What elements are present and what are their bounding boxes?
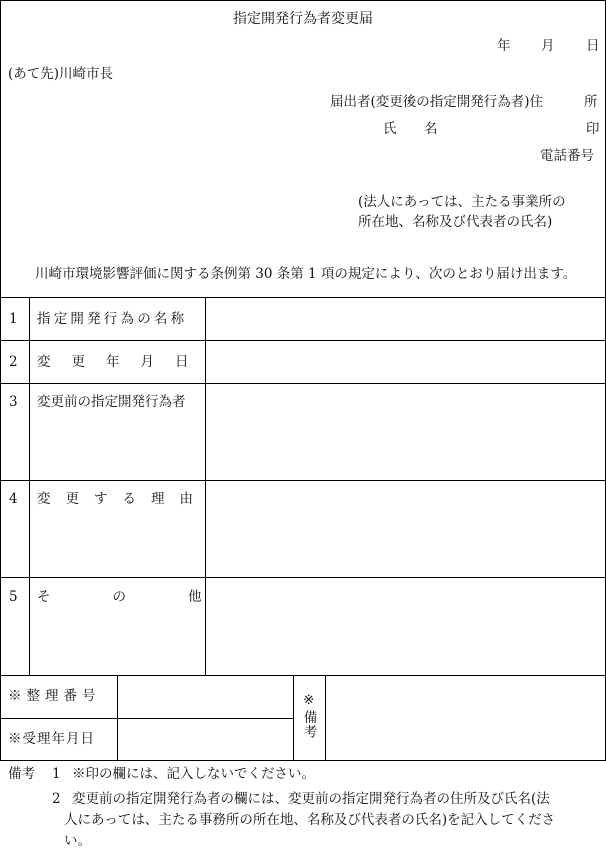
received-date-label: ※受理年月日 (8, 731, 95, 747)
note-1-text: ※印の欄には、記入しないでください。 (72, 766, 315, 782)
row-label-text: 指定開発行為の名称 (37, 311, 188, 327)
remarks-field (326, 676, 604, 760)
date-year: 年 (497, 38, 511, 54)
name-char-1: 氏 (383, 121, 397, 137)
seal-mark: 印 (586, 121, 600, 137)
address-char: 所 (584, 94, 598, 110)
form-title: 指定開発行為者変更届 (233, 11, 373, 27)
note-2-line-1: 変更前の指定開発行為者の欄には、変更前の指定開発行為者の住所及び氏名(法 (72, 791, 550, 807)
phone-label: 電話番号 (540, 148, 594, 164)
frame-top-border (0, 0, 606, 1)
row-label: その他 (37, 589, 264, 605)
statement: 川崎市環境影響評価に関する条例第 30 条第 1 項の規定により、次のとおり届け出ます。 (35, 266, 577, 282)
reference-number-label: ※整理番号 (8, 688, 101, 704)
designated-development-name-field[interactable] (206, 298, 604, 340)
note-2-line-2: 人にあっては、主たる事務所の所在地、名称及び代表者の氏名)を記入してくださ (64, 812, 556, 828)
date-month: 月 (541, 38, 555, 54)
name-char-2: 名 (424, 121, 438, 137)
applicant-label: 届出者(変更後の指定開発行為者)住 (330, 94, 544, 110)
table-bottom-border (0, 760, 606, 761)
previous-developer-field[interactable] (206, 384, 604, 480)
row-number: 2 (9, 354, 18, 370)
num-column-divider (29, 297, 30, 675)
row-label: 変更する理由 (37, 491, 208, 507)
remarks-mark: ※ (303, 692, 315, 708)
note-2-number: 2 (52, 791, 61, 807)
addressee: (あて先)川崎市長 (8, 66, 114, 82)
corp-note-line-2: 所在地、名称及び代表者の氏名) (358, 214, 553, 230)
row-number: 1 (9, 311, 18, 327)
office-value-divider (293, 675, 294, 760)
row-label (37, 313, 197, 327)
row-label: 変更年月日 (37, 354, 210, 370)
other-field[interactable] (206, 578, 604, 675)
corp-note-line-1: (法人にあっては、主たる事業所の (358, 194, 566, 210)
note-2-line-3: い。 (64, 833, 91, 849)
row-number: 5 (9, 589, 18, 605)
received-date-field (118, 719, 292, 760)
row-label: 変更前の指定開発行為者 (37, 394, 186, 410)
date-day: 日 (586, 38, 600, 54)
remarks-label: 備考 (300, 710, 317, 739)
reference-number-field (118, 676, 292, 718)
note-1-number: 1 (52, 766, 61, 782)
change-reason-field[interactable] (206, 481, 604, 577)
row-number: 3 (9, 394, 18, 410)
row-number: 4 (9, 491, 18, 507)
change-date-field[interactable] (206, 341, 604, 383)
frame-left-border (0, 0, 1, 760)
notes-heading: 備考 (8, 766, 35, 782)
